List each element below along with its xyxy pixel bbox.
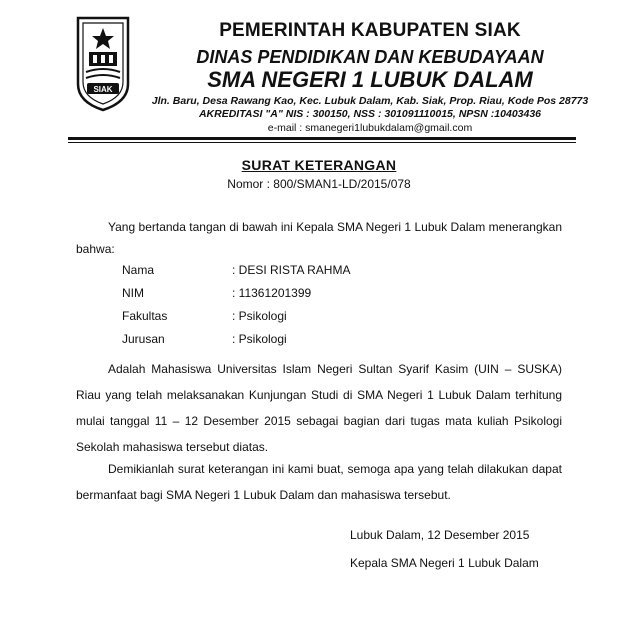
opening-paragraph: Yang bertanda tangan di bawah ini Kepala SMA Negeri 1 Lubuk Dalam menerangkan bahwa: [76, 220, 562, 256]
school-address: Jln. Baru, Desa Rawang Kao, Kec. Lubuk Dalam, Kab. Siak, Prop. Riau, Kode Pos 28773 [151, 95, 589, 107]
field-label: NIM [122, 286, 144, 300]
government-name: PEMERINTAH KABUPATEN SIAK [219, 20, 521, 41]
field-label: Nama [122, 263, 155, 277]
document-title: SURAT KETERANGAN [241, 157, 397, 173]
field-row-nim [122, 285, 311, 301]
field-label: Fakultas [122, 309, 168, 323]
field-row-major [122, 331, 287, 347]
school-name: SMA NEGERI 1 LUBUK DALAM [207, 67, 533, 92]
department-name: DINAS PENDIDIKAN DAN KEBUDAYAAN [196, 47, 544, 67]
closing-paragraph: Demikianlah surat keterangan ini kami buat, semoga apa yang telah dilakukan dapat bermanfaat bagi SMA Negeri 1 Lubuk Dalam dan mahasiswa tersebut. [76, 462, 562, 502]
accreditation-info: AKREDITASI "A" NIS : 300150, NSS : 301091110015, NPSN :10403436 [198, 108, 542, 120]
letterhead-text [140, 20, 600, 135]
field-value: : Psikologi [232, 332, 287, 346]
place-date: Lubuk Dalam, 12 Desember 2015 [350, 528, 530, 542]
document-number: Nomor : 800/SMAN1-LD/2015/078 [227, 177, 411, 191]
field-value: : DESI RISTA RAHMA [232, 263, 351, 277]
body-paragraph: Adalah Mahasiswa Universitas Islam Negeri Sultan Syarif Kasim (UIN – SUSKA) Riau yang telah melaksanakan Kunjungan Studi di SMA Negeri 1 Lubuk Dalam terhitung mulai tanggal 11 – 12 Desember 2015 sebagai bagian dari tugas mata kuliah Psikologi Sekolah mahasiswa tersebut diatas. [76, 362, 562, 454]
field-label: Jurusan [122, 332, 165, 346]
field-value: : 11361201399 [232, 286, 312, 300]
regency-emblem-icon [72, 14, 134, 112]
letterhead [0, 0, 638, 140]
signatory-role: Kepala SMA Negeri 1 Lubuk Dalam [350, 556, 539, 570]
letterhead-divider-thick [68, 137, 576, 140]
field-row-name [122, 262, 350, 278]
letterhead-divider-thin [68, 142, 576, 143]
field-value: : Psikologi [232, 309, 287, 323]
emblem-label: SIAK [93, 85, 113, 94]
field-row-faculty [122, 308, 287, 324]
school-email: e-mail : smanegeri1lubukdalam@gmail.com [267, 122, 473, 134]
